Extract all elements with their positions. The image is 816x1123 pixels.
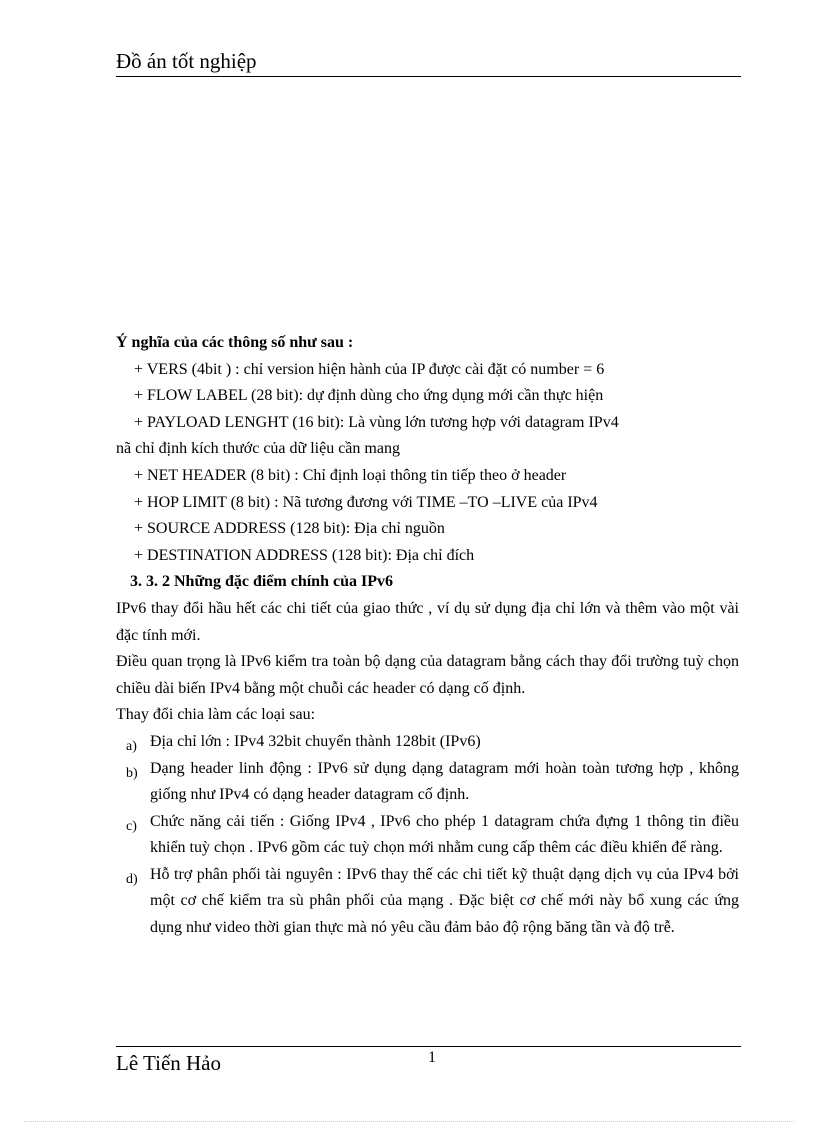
list-marker: a) bbox=[126, 738, 137, 754]
param-source-address: + SOURCE ADDRESS (128 bit): Địa chỉ nguồn bbox=[134, 520, 445, 538]
paragraph-categories: Thay đổi chia làm các loại sau: bbox=[116, 706, 316, 724]
param-hop-limit: + HOP LIMIT (8 bit) : Nã tương đương với TIME –TO –LIVE của IPv4 bbox=[134, 493, 598, 511]
section-heading: Ý nghĩa của các thông số như sau : bbox=[116, 334, 354, 351]
param-payload-length-continued: nã chỉ định kích thước của dữ liệu cần mang bbox=[116, 440, 400, 458]
footer-divider bbox=[116, 1046, 741, 1047]
subsection-heading: 3. 3. 2 Những đặc điểm chính của IPv6 bbox=[130, 573, 393, 591]
param-payload-length: + PAYLOAD LENGHT (16 bit): Là vùng lớn tương hợp với datagram IPv4 bbox=[134, 413, 619, 431]
footer-author: Lê Tiến Hảo bbox=[116, 1051, 221, 1075]
param-vers: + VERS (4bit ) : chỉ version hiện hành của IP được cài đặt có number = 6 bbox=[134, 360, 605, 378]
paragraph-intro: IPv6 thay đổi hầu hết các chi tiết của giao thức , ví dụ sử dụng địa chỉ lớn và thêm vào một vài đặc tính mới. bbox=[116, 599, 739, 644]
list-item-c bbox=[116, 809, 739, 862]
header-divider bbox=[116, 76, 741, 77]
paragraph-datagram: Điều quan trọng là IPv6 kiểm tra toàn bộ dạng của datagram bằng cách thay đổi trường tuỳ chọn chiều dài biến IPv4 bằng một chuỗi các header có dạng cố định. bbox=[116, 653, 739, 697]
page-bottom-border bbox=[24, 1121, 794, 1122]
list-marker: c) bbox=[126, 818, 137, 834]
list-item-d bbox=[116, 862, 739, 942]
page-number: 1 bbox=[428, 1049, 436, 1066]
list-item-text: Hỗ trợ phân phối tài nguyên : IPv6 thay thế các chi tiết kỹ thuật dạng dịch vụ của IPv4 bởi một cơ chế kiểm tra sù phân phối của mạng . Đặc biệt cơ chế mới này bổ xung các ứng dụng như video thời gian thực mà nó yêu cầu đảm bảo độ rộng băng tần và độ trễ. bbox=[150, 865, 739, 937]
page-body bbox=[116, 330, 739, 942]
list-marker: d) bbox=[126, 871, 138, 887]
list-item-a bbox=[116, 729, 739, 756]
list-item-text: Địa chỉ lớn : IPv4 32bit chuyển thành 128bit (IPv6) bbox=[150, 732, 481, 750]
list-marker: b) bbox=[126, 765, 138, 781]
list-item-text: Chức năng cải tiến : Giống IPv4 , IPv6 cho phép 1 datagram chứa đựng 1 thông tin điều khiển tuỳ chọn . IPv6 gồm các tuỳ chọn mới nhằm cung cấp thêm các điều khiển để ràng. bbox=[150, 812, 739, 857]
document-header-title: Đồ án tốt nghiệp bbox=[116, 49, 257, 73]
list-item-text: Dạng header linh động : IPv6 sử dụng dạng datagram mới hoàn toàn tương hợp , không giống như IPv4 có dạng header datagram cố định. bbox=[150, 759, 739, 804]
list-item-b bbox=[116, 756, 739, 809]
param-destination-address: + DESTINATION ADDRESS (128 bit): Địa chỉ đích bbox=[134, 546, 475, 564]
param-net-header: + NET HEADER (8 bit) : Chỉ định loại thông tin tiếp theo ở header bbox=[134, 466, 567, 484]
param-flow-label: + FLOW LABEL (28 bit): dự định dùng cho ứng dụng mới cần thực hiện bbox=[134, 387, 604, 405]
